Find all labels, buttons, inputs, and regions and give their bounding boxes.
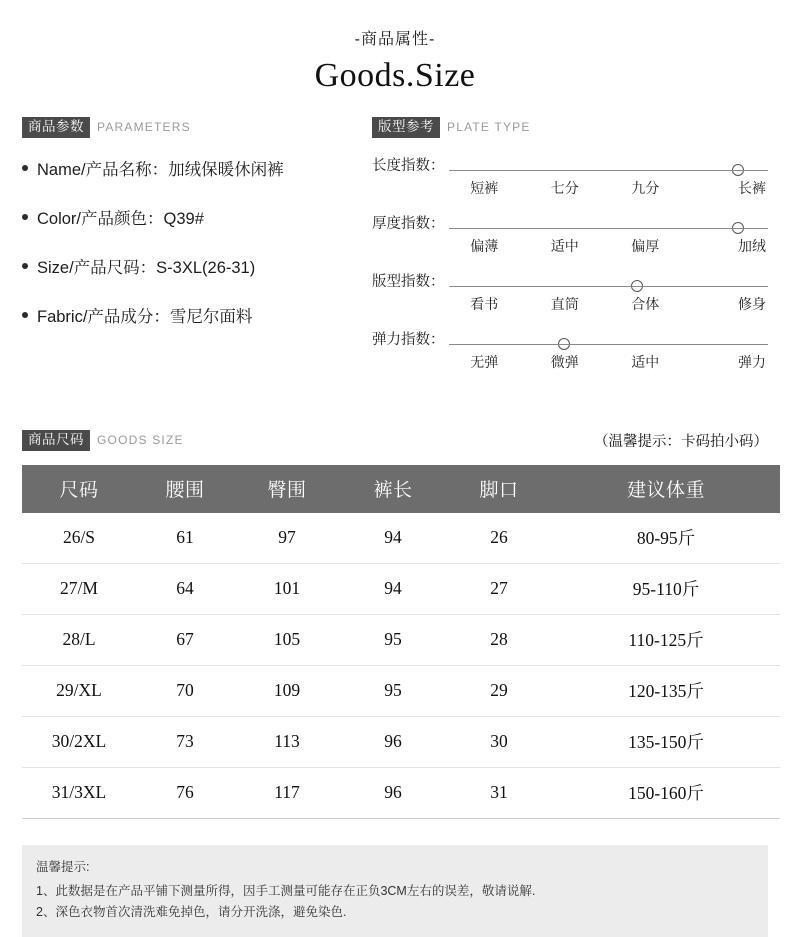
cell-waist: 70: [136, 665, 234, 716]
size-section-header: [0, 430, 790, 451]
column-header: 臀围: [234, 465, 340, 513]
cell-hip: 97: [234, 513, 340, 564]
slider-tick: 加绒: [686, 236, 769, 256]
slider-tick: 短裤: [444, 178, 525, 198]
slider-tick: 适中: [605, 352, 686, 372]
list-item: [22, 156, 372, 180]
cell-length: 94: [340, 513, 446, 564]
cell-cuff: 31: [446, 767, 552, 818]
column-header: 尺码: [22, 465, 136, 513]
cell-weight: 120-135斤: [552, 665, 780, 716]
slider-tick: 修身: [686, 294, 769, 314]
size-tag: 商品尺码: [22, 430, 90, 451]
column-header: 建议体重: [552, 465, 780, 513]
slider-tick: 无弹: [444, 352, 525, 372]
page-subtitle: -商品属性-: [0, 26, 790, 49]
table-row: [22, 614, 780, 665]
slider-tick: 适中: [525, 236, 606, 256]
slider-tick: 合体: [605, 294, 686, 314]
cell-waist: 67: [136, 614, 234, 665]
cell-weight: 80-95斤: [552, 513, 780, 564]
parameters-column: [22, 117, 372, 386]
page-header: [0, 0, 790, 95]
cell-weight: 110-125斤: [552, 614, 780, 665]
cell-hip: 109: [234, 665, 340, 716]
table-row: [22, 513, 780, 564]
cell-weight: 150-160斤: [552, 767, 780, 818]
list-item: [22, 303, 372, 327]
slider-tick: 弹力: [686, 352, 769, 372]
page-title: Goods.Size: [0, 57, 790, 95]
cell-length: 96: [340, 716, 446, 767]
cell-size: 30/2XL: [22, 716, 136, 767]
cell-waist: 64: [136, 563, 234, 614]
cell-cuff: 28: [446, 614, 552, 665]
cell-size: 29/XL: [22, 665, 136, 716]
slider-fit: [372, 270, 768, 314]
slider-tick: 长裤: [686, 178, 769, 198]
size-table: [22, 465, 780, 819]
cell-waist: 61: [136, 513, 234, 564]
cell-cuff: 26: [446, 513, 552, 564]
cell-size: 28/L: [22, 614, 136, 665]
plate-tag-en: PLATE TYPE: [447, 120, 531, 134]
slider-tick: 微弹: [525, 352, 606, 372]
size-tag-en: GOODS SIZE: [97, 433, 184, 447]
cell-cuff: 29: [446, 665, 552, 716]
slider-track[interactable]: [449, 331, 769, 345]
slider-knob[interactable]: [732, 222, 744, 234]
table-row: [22, 665, 780, 716]
bullet-icon: [22, 214, 28, 220]
slider-knob[interactable]: [631, 280, 643, 292]
parameter-text: Name/产品名称：加绒保暖休闲裤: [37, 156, 284, 180]
info-columns: [0, 117, 790, 386]
parameter-text: Size/产品尺码：S-3XL(26-31): [37, 254, 255, 278]
slider-track[interactable]: [449, 157, 769, 171]
slider-knob[interactable]: [732, 164, 744, 176]
cell-hip: 117: [234, 767, 340, 818]
slider-tick: 七分: [525, 178, 606, 198]
size-section-label: [22, 430, 184, 451]
list-item: [22, 254, 372, 278]
note-line: 2、深色衣物首次清洗难免掉色，请分开洗涤，避免染色.: [36, 902, 754, 923]
bullet-icon: [22, 263, 28, 269]
cell-length: 95: [340, 614, 446, 665]
cell-waist: 73: [136, 716, 234, 767]
column-header: 裤长: [340, 465, 446, 513]
slider-tick: 看书: [444, 294, 525, 314]
plate-section-label: [372, 117, 768, 138]
slider-ticks: [372, 352, 768, 372]
parameters-tag-en: PARAMETERS: [97, 120, 191, 134]
slider-thickness: [372, 212, 768, 256]
slider-ticks: [372, 294, 768, 314]
bullet-icon: [22, 165, 28, 171]
cell-cuff: 27: [446, 563, 552, 614]
parameters-tag: 商品参数: [22, 117, 90, 138]
bullet-icon: [22, 312, 28, 318]
table-row: [22, 563, 780, 614]
table-row: [22, 716, 780, 767]
cell-length: 96: [340, 767, 446, 818]
cell-weight: 95-110斤: [552, 563, 780, 614]
slider-length: [372, 154, 768, 198]
slider-label: 厚度指数：: [372, 212, 445, 233]
note-title: 温馨提示:: [36, 857, 754, 875]
table-row: [22, 767, 780, 818]
slider-tick: 偏薄: [444, 236, 525, 256]
slider-tick: 九分: [605, 178, 686, 198]
cell-length: 95: [340, 665, 446, 716]
size-tip: （温馨提示：卡码拍小码）: [594, 430, 768, 451]
slider-track[interactable]: [449, 273, 769, 287]
slider-ticks: [372, 236, 768, 256]
cell-cuff: 30: [446, 716, 552, 767]
slider-tick: 直筒: [525, 294, 606, 314]
parameters-list: [22, 156, 372, 327]
cell-waist: 76: [136, 767, 234, 818]
slider-knob[interactable]: [558, 338, 570, 350]
plate-tag: 版型参考: [372, 117, 440, 138]
cell-hip: 105: [234, 614, 340, 665]
cell-weight: 135-150斤: [552, 716, 780, 767]
parameter-text: Fabric/产品成分：雪尼尔面料: [37, 303, 252, 327]
cell-length: 94: [340, 563, 446, 614]
slider-elasticity: [372, 328, 768, 372]
slider-label: 版型指数：: [372, 270, 445, 291]
parameter-text: Color/产品颜色：Q39#: [37, 205, 204, 229]
parameters-section-label: [22, 117, 372, 138]
cell-size: 27/M: [22, 563, 136, 614]
note-line: 1、此数据是在产品平铺下测量所得，因手工测量可能存在正负3CM左右的误差，敬请说解.: [36, 881, 754, 902]
table-header-row: [22, 465, 780, 513]
list-item: [22, 205, 372, 229]
plate-sliders: [372, 154, 768, 372]
column-header: 脚口: [446, 465, 552, 513]
slider-label: 长度指数：: [372, 154, 445, 175]
plate-type-column: [372, 117, 768, 386]
cell-size: 26/S: [22, 513, 136, 564]
footer-note: [22, 845, 768, 937]
slider-tick: 偏厚: [605, 236, 686, 256]
cell-hip: 101: [234, 563, 340, 614]
slider-track[interactable]: [449, 215, 769, 229]
cell-size: 31/3XL: [22, 767, 136, 818]
column-header: 腰围: [136, 465, 234, 513]
slider-label: 弹力指数：: [372, 328, 445, 349]
slider-ticks: [372, 178, 768, 198]
cell-hip: 113: [234, 716, 340, 767]
